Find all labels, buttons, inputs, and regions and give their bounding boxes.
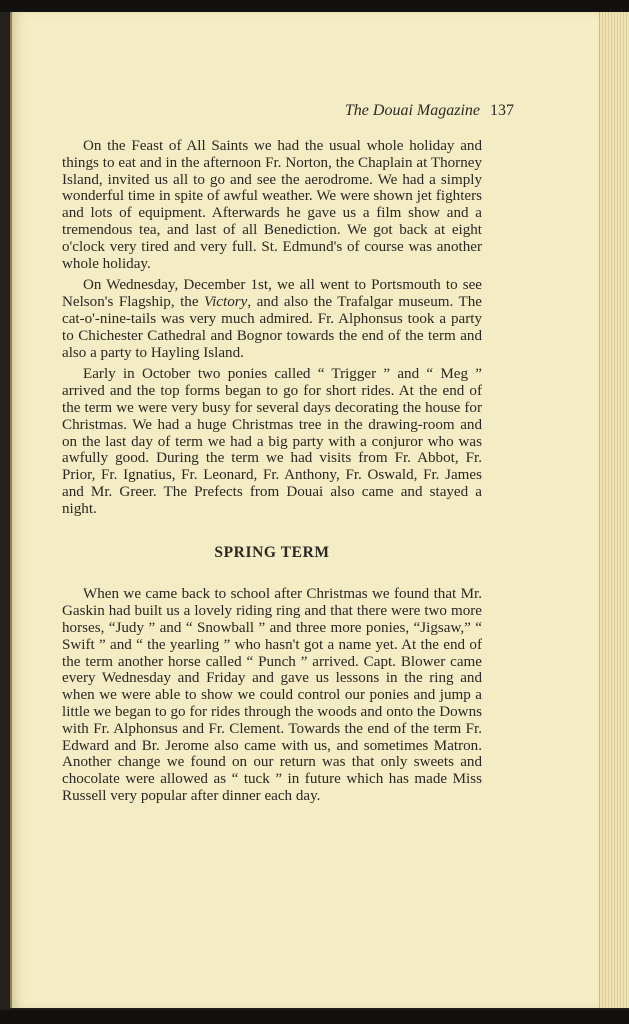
running-header [345,102,514,120]
paragraph-portsmouth-end: , and also the Trafalgar museum. The cat-o'-nine-tails was very much admired. Fr. Alphonsus took a party to Chichester Cathedral and Bognor towards the end of the term and also a party to Hayling Island. [62,294,482,361]
article-body [62,138,482,810]
page-number: 137 [490,102,514,119]
ship-name: Victory [204,294,248,311]
scan-bottom-border [0,1010,629,1024]
paragraph-ponies: Early in October two ponies called “ Trigger ” and “ Meg ” arrived and the top forms began to go for short rides. At the end of the term we were very busy for several days decorating the house for Christmas. We had a huge Christmas tree in the drawing-room and on the last day of term we had a big party with a conjuror who was awfully good. During the term we had visits from Fr. Abbot, Fr. Prior, Fr. Ignatius, Fr. Leonard, Fr. Anthony, Fr. Oswald, Fr. James and Mr. Greer. The Prefects from Douai also came and stayed a night. [62,366,482,517]
scan-top-border [0,0,629,12]
scan-left-border [0,12,10,1010]
running-header-title: The Douai Magazine [344,102,480,119]
paragraph-portsmouth-start: On Wednesday, December 1st, we all went to Portsmouth to see Nelson's Flagship, the [62,277,482,311]
paragraph-spring-term: When we came back to school after Christmas we found that Mr. Gaskin had built us a lovely riding ring and that there were two more horses, “Judy ” and “ Snowball ” and three more ponies, “Jigsaw,” “ Swift ” and “ the yearling ” who hasn't got a name yet. At the end of the term another horse called “ Punch ” arrived. Capt. Blower came every Wednesday and Friday and gave us lessons in the ring and when we were able to show we could control our ponies and jump a little we began to go for rides through the woods and onto the Downs with Fr. Alphonsus and Fr. Clement. Towards the end of the term Fr. Edward and Br. Jerome also came with us, and sometimes Matron. Another change we found on our return was that only sweets and chocolate were allowed as “ tuck ” in future which has made Miss Russell very popular after dinner each day. [62,586,482,804]
paragraph-all-saints: On the Feast of All Saints we had the usual whole holiday and things to eat and in the afternoon Fr. Norton, the Chaplain at Thorney Island, invited us all to go and see the aerodrome. We had a simply wonderful time in spite of awful weather. We were shown jet fighters and lots of equipment. Afterwards he gave us a film show and a tremendous tea, and last of all Benediction. We got back at eight o'clock very tired and very full. St. Edmund's of course was another whole holiday. [62,138,482,272]
page-fore-edge [599,12,629,1008]
paragraph-portsmouth [62,277,482,361]
section-heading-spring-term: SPRING TERM [214,543,330,561]
